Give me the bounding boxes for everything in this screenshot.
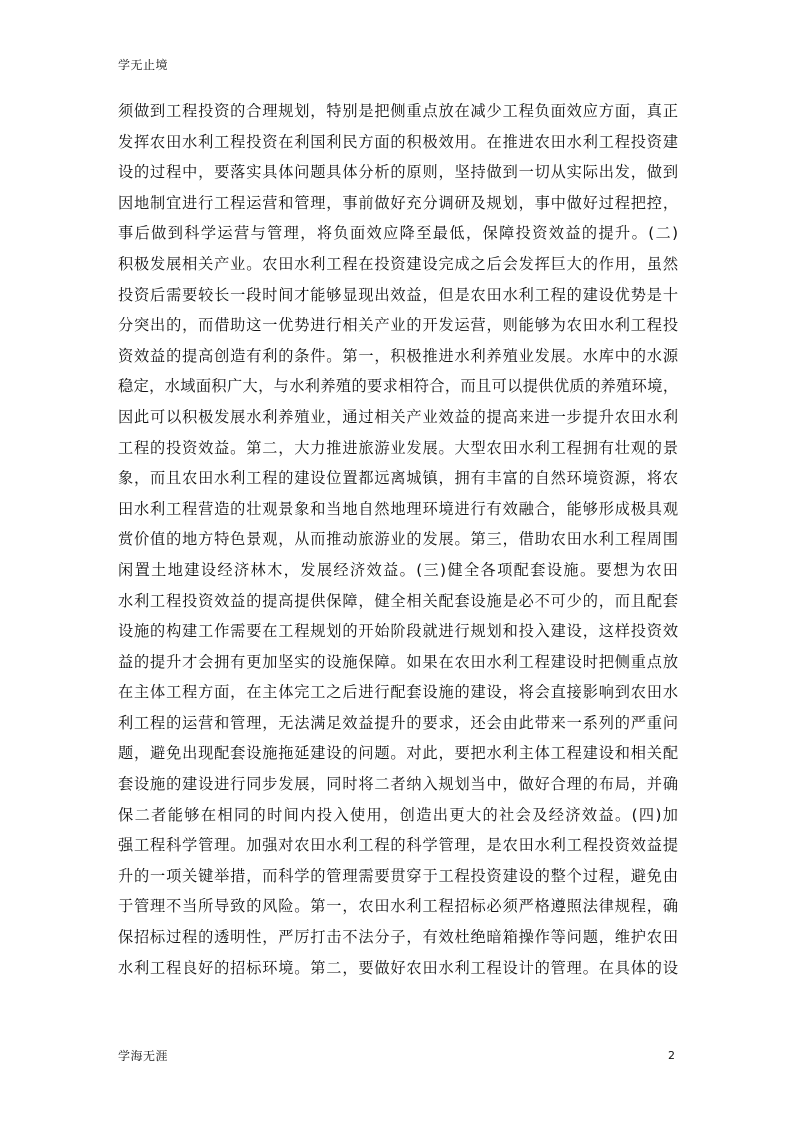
body-line: 设施的构建工作需要在工程规划的开始阶段就进行规划和投入建设，这样投资效: [118, 622, 678, 641]
body-line: 水利工程良好的招标环境。第二，要做好农田水利工程设计的管理。在具体的设: [118, 958, 678, 977]
body-line: 在主体工程方面，在主体完工之后进行配套设施的建设，将会直接影响到农田水: [118, 683, 678, 702]
body-line: 投资后需要较长一段时间才能够显现出效益，但是农田水利工程的建设优势是十: [118, 285, 678, 304]
body-line: 象，而且农田水利工程的建设位置都远离城镇，拥有丰富的自然环境资源，将农: [118, 469, 678, 488]
body-line: 保二者能够在相同的时间内投入使用，创造出更大的社会及经济效益。(四)加: [118, 805, 678, 824]
body-line: 升的一项关键举措，而科学的管理需要贯穿于工程投资建设的整个过程，避免由: [118, 866, 678, 885]
body-line: 赏价值的地方特色景观，从而推动旅游业的发展。第三，借助农田水利工程周围: [118, 530, 678, 549]
body-line: 田水利工程营造的壮观景象和当地自然地理环境进行有效融合，能够形成极具观: [118, 499, 678, 518]
page-number: 2: [668, 1049, 675, 1062]
body-line: 利工程的运营和管理，无法满足效益提升的要求，还会由此带来一系列的严重问: [118, 713, 678, 732]
body-line: 因此可以积极发展水利养殖业，通过相关产业效益的提高来进一步提升农田水利: [118, 407, 678, 426]
body-line: 水利工程投资效益的提高提供保障，健全相关配套设施是必不可少的，而且配套: [118, 591, 678, 610]
body-line: 强工程科学管理。加强对农田水利工程的科学管理，是农田水利工程投资效益提: [118, 836, 678, 855]
body-line: 事后做到科学运营与管理，将负面效应降至最低，保障投资效益的提升。(二): [118, 224, 678, 243]
body-line: 保招标过程的透明性，严厉打击不法分子，有效杜绝暗箱操作等问题，维护农田: [118, 928, 678, 947]
body-line: 闲置土地建设经济林木，发展经济效益。(三)健全各项配套设施。要想为农田: [118, 560, 678, 579]
body-line: 工程的投资效益。第二，大力推进旅游业发展。大型农田水利工程拥有壮观的景: [118, 438, 678, 457]
body-line: 积极发展相关产业。农田水利工程在投资建设完成之后会发挥巨大的作用，虽然: [118, 254, 678, 273]
page-footer: 学海无涯: [118, 1049, 169, 1063]
page-header: 学无止境: [118, 58, 169, 72]
body-line: 益的提升才会拥有更加坚实的设施保障。如果在农田水利工程建设时把侧重点放: [118, 652, 678, 671]
body-line: 设的过程中，要落实具体问题具体分析的原则，坚持做到一切从实际出发，做到: [118, 163, 678, 182]
body-line: 须做到工程投资的合理规划，特别是把侧重点放在减少工程负面效应方面，真正: [118, 102, 678, 120]
body-line: 发挥农田水利工程投资在利国利民方面的积极效用。在推进农田水利工程投资建: [118, 132, 678, 151]
body-line: 于管理不当所导致的风险。第一，农田水利工程招标必须严格遵照法律规程，确: [118, 897, 678, 916]
body-line: 分突出的，而借助这一优势进行相关产业的开发运营，则能够为农田水利工程投: [118, 316, 678, 335]
body-line: 因地制宜进行工程运营和管理，事前做好充分调研及规划，事中做好过程把控，: [118, 193, 678, 212]
body-text: [118, 96, 678, 983]
body-line: 套设施的建设进行同步发展，同时将二者纳入规划当中，做好合理的布局，并确: [118, 775, 678, 794]
body-line: 稳定，水域面积广大，与水利养殖的要求相符合，而且可以提供优质的养殖环境，: [118, 377, 678, 396]
body-line: 资效益的提高创造有利的条件。第一，积极推进水利养殖业发展。水库中的水源: [118, 346, 678, 365]
body-line: 题，避免出现配套设施拖延建设的问题。对此，要把水利主体工程建设和相关配: [118, 744, 678, 763]
